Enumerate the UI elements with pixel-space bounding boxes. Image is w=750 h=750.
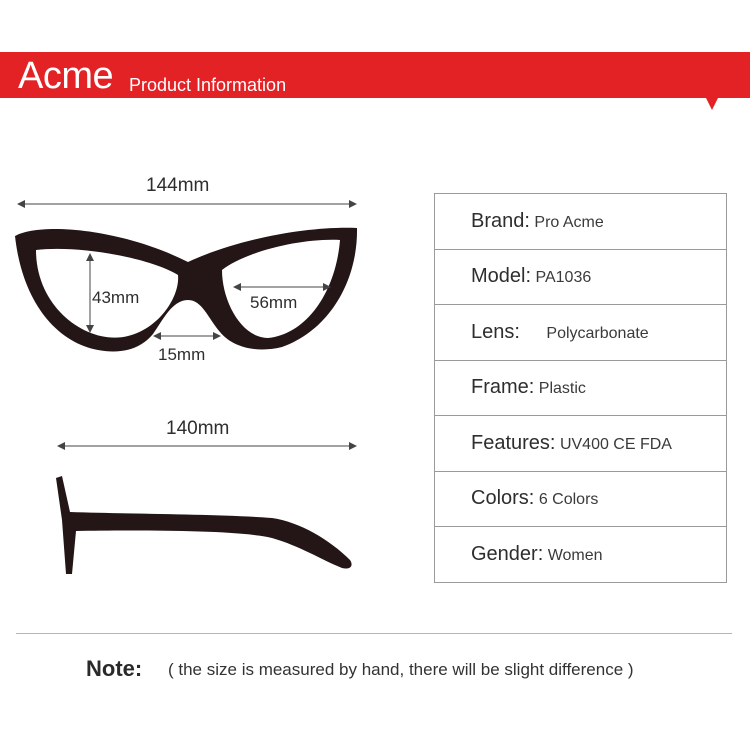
- spec-value: Polycarbonate: [546, 324, 649, 342]
- footer-divider: [16, 633, 732, 634]
- banner-tab-marker: [706, 98, 718, 110]
- spec-row-brand: [435, 194, 727, 250]
- spec-key: Model:: [471, 265, 532, 288]
- spec-row-lens: [435, 305, 727, 361]
- spec-value: UV400 CE FDA: [559, 435, 672, 453]
- spec-key: Features:: [471, 431, 556, 454]
- spec-value: Pro Acme: [534, 213, 604, 231]
- spec-key: Colors:: [471, 487, 535, 510]
- lens-width-label: 56mm: [250, 293, 298, 312]
- spec-row-gender: [435, 527, 727, 583]
- brand-logo-text: Acme: [18, 55, 114, 97]
- spec-row-features: [435, 416, 727, 472]
- spec-value: Women: [547, 546, 603, 564]
- bridge-label: 15mm: [158, 345, 206, 364]
- spec-key: Frame:: [471, 376, 535, 399]
- spec-key: Brand:: [471, 209, 530, 232]
- note-label: Note:: [86, 656, 143, 681]
- lens-height-label: 43mm: [92, 288, 140, 307]
- spec-key: Lens:: [471, 320, 520, 343]
- note-text: ( the size is measured by hand, there will be slight difference ): [168, 660, 634, 679]
- spec-value: PA1036: [535, 269, 592, 287]
- spec-value: Plastic: [538, 380, 586, 398]
- spec-row-colors: [435, 471, 727, 527]
- spec-table: [434, 193, 727, 583]
- temple-length-label: 140mm: [166, 418, 230, 439]
- spec-value: 6 Colors: [538, 491, 599, 509]
- total-width-label: 144mm: [146, 175, 210, 196]
- spec-row-model: [435, 249, 727, 305]
- header-subtitle: Product Information: [129, 75, 287, 95]
- front-frame: [15, 228, 357, 352]
- glasses-diagram: [0, 160, 420, 590]
- spec-key: Gender:: [471, 542, 544, 565]
- temple-arm: [56, 476, 352, 574]
- spec-row-frame: [435, 360, 727, 416]
